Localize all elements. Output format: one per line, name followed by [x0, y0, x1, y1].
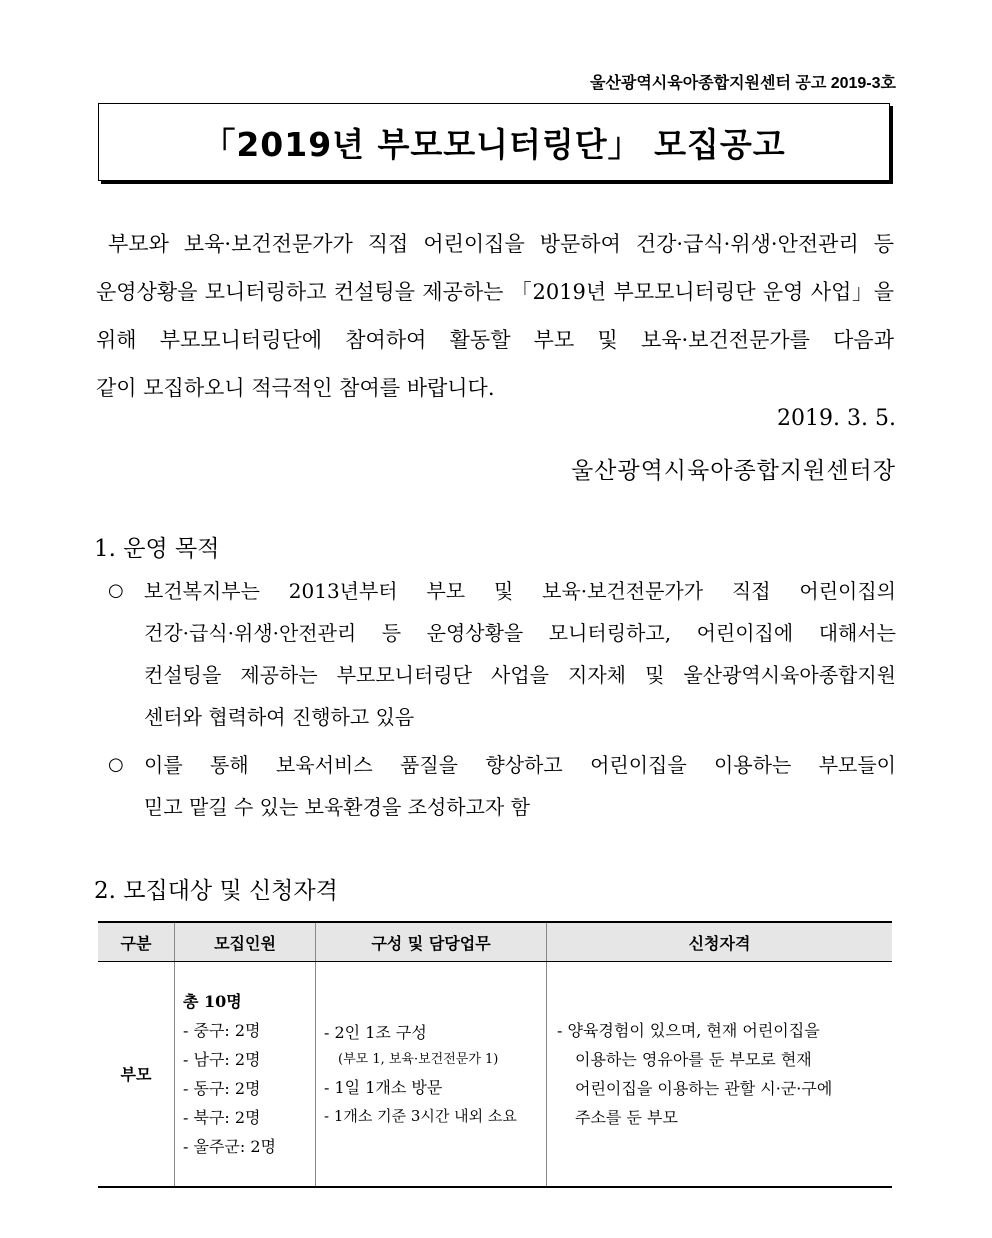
intro-line-4: 같이 모집하오니 적극적인 참여를 바랍니다. — [96, 376, 495, 400]
cell-duties — [316, 962, 547, 1188]
header-category: 구분 — [98, 922, 175, 962]
issuer: 울산광역시육아종합지원센터장 — [570, 458, 896, 484]
duty-item: - 1일 1개소 방문 — [324, 1077, 443, 1097]
bullet-1-line-2: 건강·급식·위생·안전관리 등 운영상황을 모니터링하고, 어린이집에 대해서는 — [144, 621, 896, 645]
district-item: - 울주군: 2명 — [183, 1137, 276, 1156]
district-item: - 북구: 2명 — [183, 1108, 261, 1127]
notice-number: 울산광역시육아종합지원센터 공고 2019-3호 — [589, 75, 896, 92]
bullet-2-line-2: 믿고 맡길 수 있는 보육환경을 조성하고자 함 — [144, 795, 530, 819]
intro-line-1: 부모와 보육·보건전문가가 직접 어린이집을 방문하여 건강·급식·위생·안전관리 등 — [108, 232, 894, 256]
section-1-title: 1. 운영 목적 — [94, 536, 220, 562]
table-header-row — [98, 922, 892, 962]
bullet-circle-icon: ○ — [108, 754, 124, 775]
section-1-bullet-2 — [108, 744, 896, 828]
district-item: - 남구: 2명 — [183, 1050, 261, 1069]
bullet-circle-icon: ○ — [108, 580, 124, 601]
header-headcount: 모집인원 — [175, 922, 316, 962]
cell-qualification — [547, 962, 893, 1188]
title-box — [98, 103, 890, 181]
total-count: 총 10명 — [183, 992, 242, 1011]
bullet-1-line-3: 컨설팅을 제공하는 부모모니터링단 사업을 지자체 및 울산광역시육아종합지원 — [144, 663, 896, 687]
table-row — [98, 962, 892, 1188]
bullet-1-line-1: 보건복지부는 2013년부터 부모 및 보육·보건전문가가 직접 어린이집의 — [144, 579, 896, 603]
duty-item: - 2인 1조 구성 — [324, 1022, 427, 1042]
qualification-line: 어린이집을 이용하는 관할 시·군·구에 — [575, 1079, 833, 1098]
bullet-1-line-4: 센터와 협력하여 진행하고 있음 — [144, 705, 415, 729]
district-item: - 동구: 2명 — [183, 1079, 261, 1098]
intro-line-2: 운영상황을 모니터링하고 컨설팅을 제공하는 「2019년 부모모니터링단 운영 사업」을 — [96, 280, 894, 304]
cell-category: 부모 — [98, 962, 175, 1188]
qualification-line: 주소를 둔 부모 — [575, 1108, 678, 1127]
section-2-title: 2. 모집대상 및 신청자격 — [94, 878, 338, 904]
page-title: 「2019년 부모모니터링단」 모집공고 — [202, 124, 786, 164]
header-qualification: 신청자격 — [547, 922, 893, 962]
section-1-bullet-1 — [108, 570, 896, 738]
duty-item: - 1개소 기준 3시간 내외 소요 — [324, 1106, 517, 1125]
cell-headcount — [175, 962, 316, 1188]
district-item: - 중구: 2명 — [183, 1021, 261, 1040]
recruitment-table — [98, 921, 892, 1188]
intro-paragraph — [96, 220, 894, 412]
intro-line-3: 위해 부모모니터링단에 참여하여 활동할 부모 및 보육·보건전문가를 다음과 — [96, 328, 894, 352]
notice-date: 2019. 3. 5. — [777, 406, 896, 431]
duty-note: (부모 1, 보육·보건전문가 1) — [338, 1051, 499, 1067]
bullet-2-line-1: 이를 통해 보육서비스 품질을 향상하고 어린이집을 이용하는 부모들이 — [144, 753, 896, 777]
qualification-line: - 양육경험이 있으며, 현재 어린이집을 — [557, 1021, 820, 1040]
qualification-line: 이용하는 영유아를 둔 부모로 현재 — [575, 1050, 812, 1069]
header-duties: 구성 및 담당업무 — [316, 922, 547, 962]
